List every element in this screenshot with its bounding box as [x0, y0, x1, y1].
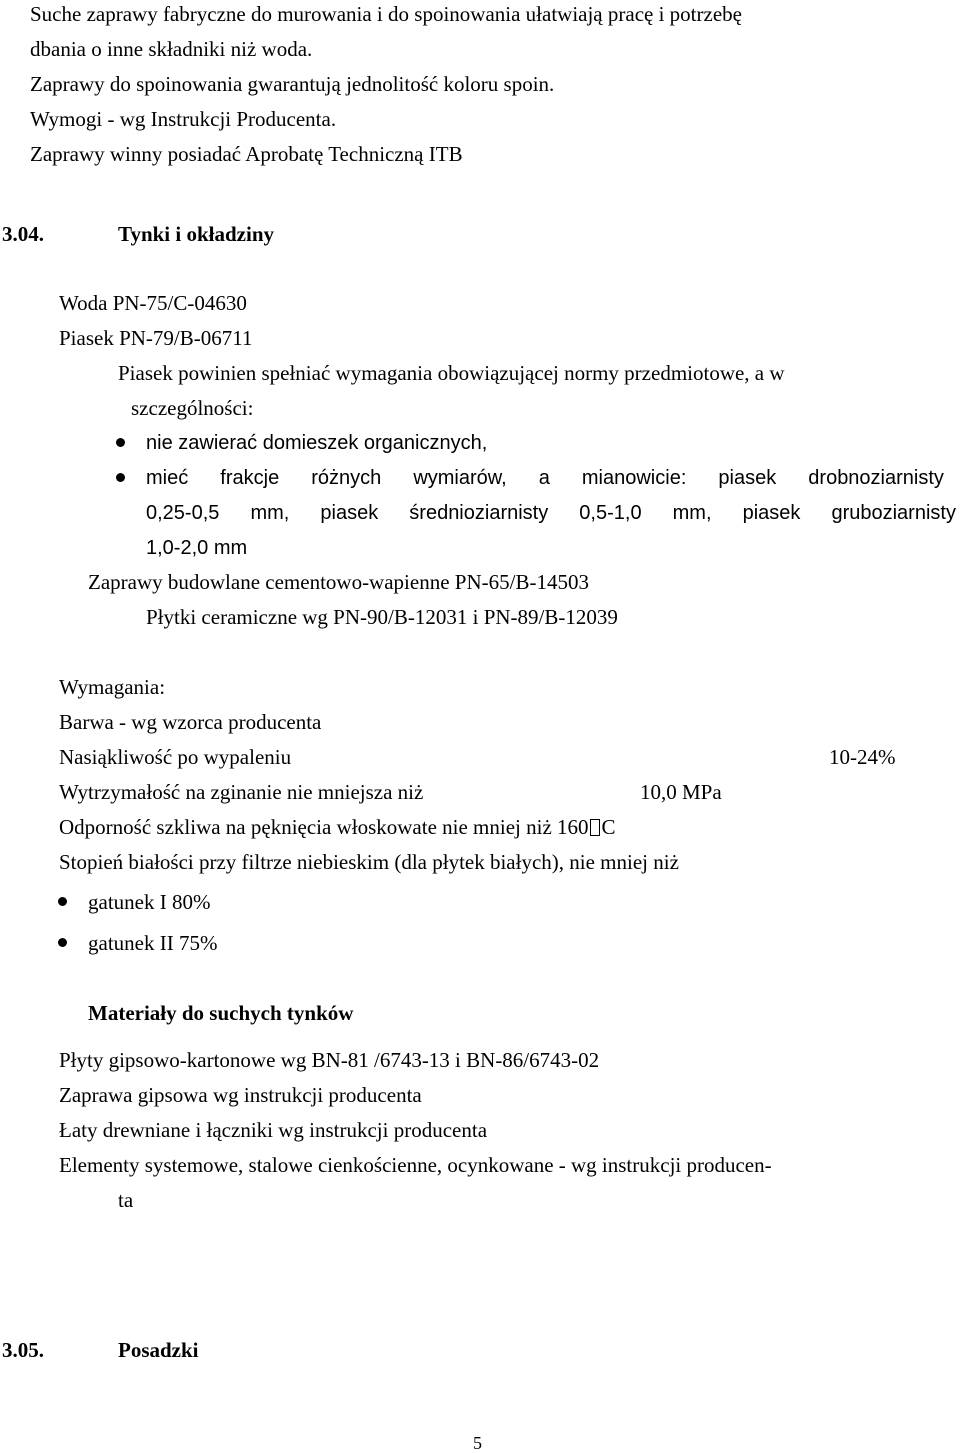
- missing-glyph-box: [590, 819, 600, 836]
- bullet-marker: [58, 938, 67, 947]
- dry-plaster-item-4-line-2: ta: [118, 1188, 134, 1212]
- zaprawy-standard: Zaprawy budowlane cementowo-wapienne PN-65/B-14503: [88, 570, 589, 594]
- dry-plaster-item-2: Zaprawa gipsowa wg instrukcji producenta: [59, 1083, 422, 1107]
- section-305-title: Posadzki: [118, 1338, 199, 1362]
- word: piasek: [320, 502, 379, 524]
- requirement-strength-value: 10,0 MPa: [640, 780, 722, 804]
- bullet-fractions-line-3: 1,0-2,0 mm: [146, 537, 248, 559]
- word: mianowicie:: [581, 467, 687, 489]
- dry-plaster-item-3: Łaty drewniane i łączniki wg instrukcji producenta: [59, 1118, 488, 1142]
- dry-plaster-item-4-line-1: Elementy systemowe, stalowe cienkościenne, ocynkowane - wg instrukcji producen-: [59, 1153, 772, 1177]
- word: mm,: [250, 502, 290, 524]
- requirements-heading: Wymagania:: [59, 675, 166, 699]
- requirement-glaze-text: Odporność szkliwa na pęknięcia włoskowate nie mniej niż 160: [59, 815, 589, 839]
- intro-line-2: dbania o inne składniki niż woda.: [30, 37, 313, 61]
- requirement-absorption-value: 10-24%: [829, 745, 896, 769]
- section-304-title: Tynki i okładziny: [118, 222, 275, 246]
- word: a: [538, 467, 550, 489]
- piasek-standard: Piasek PN-79/B-06711: [59, 326, 253, 350]
- bullet-marker: [116, 473, 125, 482]
- bullet-no-organic: nie zawierać domieszek organicznych,: [146, 432, 488, 454]
- piasek-requirement-line-2: szczególności:: [131, 396, 254, 420]
- requirement-strength-label: Wytrzymałość na zginanie nie mniejsza niż: [59, 780, 424, 804]
- word: wymiarów,: [413, 467, 507, 489]
- requirement-absorption-label: Nasiąkliwość po wypaleniu: [59, 745, 292, 769]
- intro-line-5: Zaprawy winny posiadać Aprobatę Techniczną ITB: [30, 142, 463, 166]
- word: piasek: [718, 467, 777, 489]
- woda-standard: Woda PN-75/C-04630: [59, 291, 247, 315]
- word: mm,: [672, 502, 712, 524]
- requirement-glaze-resistance: [59, 817, 616, 838]
- word: różnych: [311, 467, 382, 489]
- word: gruboziarnisty: [831, 502, 956, 524]
- bullet-marker: [116, 438, 125, 447]
- piasek-requirement-line-1: Piasek powinien spełniać wymagania obowiązującej normy przedmiotowe, a w: [118, 361, 785, 385]
- intro-line-1: Suche zaprawy fabryczne do murowania i do spoinowania ułatwiają pracę i potrzebę: [30, 2, 742, 26]
- page-number: 5: [473, 1433, 482, 1453]
- word: średnioziarnisty: [409, 502, 549, 524]
- word: frakcje: [220, 467, 280, 489]
- word: drobnoziarnisty: [808, 467, 944, 489]
- word: mieć: [146, 467, 189, 489]
- section-304-number: 3.04.: [2, 222, 44, 246]
- word: piasek: [742, 502, 801, 524]
- dry-plaster-item-1: Płyty gipsowo-kartonowe wg BN-81 /6743-13 i BN-86/6743-02: [59, 1048, 600, 1072]
- grade-one: gatunek I 80%: [88, 890, 211, 914]
- section-305-number: 3.05.: [2, 1338, 44, 1362]
- intro-line-3: Zaprawy do spoinowania gwarantują jednolitość koloru spoin.: [30, 72, 555, 96]
- bullet-marker: [58, 897, 67, 906]
- word: 0,5-1,0: [579, 502, 642, 524]
- requirement-color: Barwa - wg wzorca producenta: [59, 710, 322, 734]
- intro-line-4: Wymogi - wg Instrukcji Producenta.: [30, 107, 337, 131]
- bullet-fractions-line-2: [146, 503, 956, 523]
- plytki-standard: Płytki ceramiczne wg PN-90/B-12031 i PN-89/B-12039: [146, 605, 618, 629]
- dry-plaster-title: Materiały do suchych tynków: [88, 1001, 354, 1025]
- word: 0,25-0,5: [146, 502, 220, 524]
- requirement-glaze-unit: C: [601, 815, 616, 839]
- requirement-whiteness: Stopień białości przy filtrze niebieskim (dla płytek białych), nie mniej niż: [59, 850, 679, 874]
- bullet-fractions-line-1: [146, 468, 944, 488]
- grade-two: gatunek II 75%: [88, 931, 218, 955]
